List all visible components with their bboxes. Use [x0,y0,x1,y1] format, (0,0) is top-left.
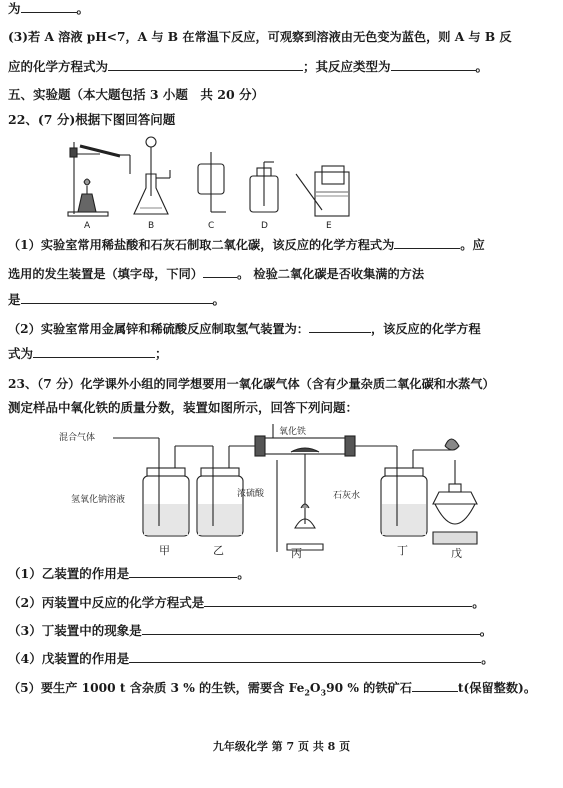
q23-line-b: 测定样品中氧化铁的质量分数，装置如图所示，回答下列问题： [8,400,359,415]
page-footer: 九年级化学 第 7 页 共 8 页 [212,740,351,753]
q22-2-end: ，该反应的化学方程 [370,322,481,336]
subscript-3: 3 [320,687,327,698]
answer-blank[interactable] [309,320,371,333]
h2so4-label: 浓硫酸 [237,489,265,499]
answer-blank[interactable] [129,650,481,663]
caption-jia: 甲 [159,544,170,557]
answer-blank[interactable] [204,594,472,607]
q23-line-a: 23、（7 分）化学课外小组的同学想要用一氧化碳气体（含有少量杂质二氧化碳和水蒸气） [8,377,495,391]
apparatus-e [296,166,349,216]
q23-3-line [8,622,492,639]
q22-1b-end: 。 检验二氧化碳是否收集满的方法 [237,267,425,281]
q23-1-line [8,565,250,582]
q22-1c-text: 是 [8,292,21,307]
q23-4-end: 。 [481,651,494,666]
q23-2-line [8,594,485,611]
caption-wu: 戊 [451,547,462,560]
label-a: A [84,221,91,231]
q23-3-text: （3）丁装置中的现象是 [8,623,142,638]
apparatus-c [198,152,226,212]
label-d: D [261,221,268,231]
q3-line-b [8,58,488,75]
naoh-label: 氢氧化钠溶液 [71,495,126,505]
limewater-label: 石灰水 [333,491,361,501]
q23-1-text: （1）乙装置的作用是 [8,566,130,581]
q23-3-end: 。 [479,623,493,638]
q3-line-a: (3)若 A 溶液 pH<7，A 与 B 在常温下反应，可观察到溶液由无色变为蓝色，则 A 与 B 反 [8,30,512,44]
top-end: 。 [76,1,90,16]
answer-blank[interactable] [142,622,480,635]
bottle-jia [143,446,189,536]
label-e: E [326,221,332,231]
q22-2-line-b [8,345,168,362]
oxygen-symbol: O [309,681,321,695]
q3-mid: ；其反应类型为 [303,59,391,74]
label-b: B [148,221,155,231]
answer-blank[interactable] [33,345,155,358]
answer-blank[interactable] [21,0,77,13]
caption-ding: 丁 [397,544,408,557]
lamp-wu [433,439,477,544]
apparatus-d [250,162,278,212]
q22-heading: 22、(7 分)根据下图回答问题 [8,112,176,127]
q23-1-end: 。 [237,566,250,581]
answer-blank[interactable] [391,58,476,71]
q23-4-text: （4）戊装置的作用是 [8,651,130,666]
q3-end: 。 [475,59,489,74]
caption-bing: 丙 [291,547,302,560]
q23-5-text: （5）要生产 1000 t 含杂质 3 % 的生铁，需要含 Fe [8,681,305,695]
q23-4-line [8,650,494,667]
q23-2-text: （2）丙装置中反应的化学方程式是 [8,595,205,610]
answer-blank[interactable] [203,265,237,278]
caption-yi: 乙 [213,544,224,557]
apparatus-figure-a-e [60,134,350,232]
q23-5-end: t(保留整数)。 [457,681,537,695]
co-reduction-apparatus-figure [55,424,485,562]
answer-blank[interactable] [129,565,237,578]
q22-1-text: （1）实验室常用稀盐酸和石灰石制取二氧化碳，该反应的化学方程式为 [8,238,395,252]
q22-1-end: 。应 [460,238,485,252]
q22-1-line-b [8,265,424,282]
q3-prefix: 应的化学方程式为 [8,59,109,74]
subscript-2: 2 [304,687,310,698]
q22-1b-text: 选用的发生装置是（填字母，下同） [8,267,203,281]
fe2o3-label: 氧化铁 [279,427,307,437]
top-prefix: 为 [8,1,21,16]
q23-5-line [8,679,536,700]
q22-2b-text: 式为 [8,346,34,361]
q22-1-line-c [8,291,225,308]
q23-2-end: 。 [472,595,485,610]
q22-1-line-a [8,236,485,253]
top-line [8,0,89,17]
q22-2-text: （2）实验室常用金属锌和稀硫酸反应制取氢气装置为： [8,322,309,336]
answer-blank[interactable] [21,291,213,304]
label-c: C [208,221,215,231]
answer-blank[interactable] [394,236,460,249]
tube-bing [255,424,355,552]
answer-blank[interactable] [412,679,458,692]
bottle-ding [381,450,427,536]
answer-blank[interactable] [108,58,303,71]
q22-1c-end: 。 [212,292,226,307]
apparatus-a [68,142,130,216]
q23-5-mid: 90 % 的铁矿石 [326,681,412,695]
mixed-gas-label: 混合气体 [59,433,96,443]
section-heading: 五、实验题（本大题包括 3 小题 共 20 分） [8,87,265,102]
q22-2-line-a [8,320,481,337]
apparatus-b [134,137,170,214]
q22-2b-end: ； [155,346,168,361]
